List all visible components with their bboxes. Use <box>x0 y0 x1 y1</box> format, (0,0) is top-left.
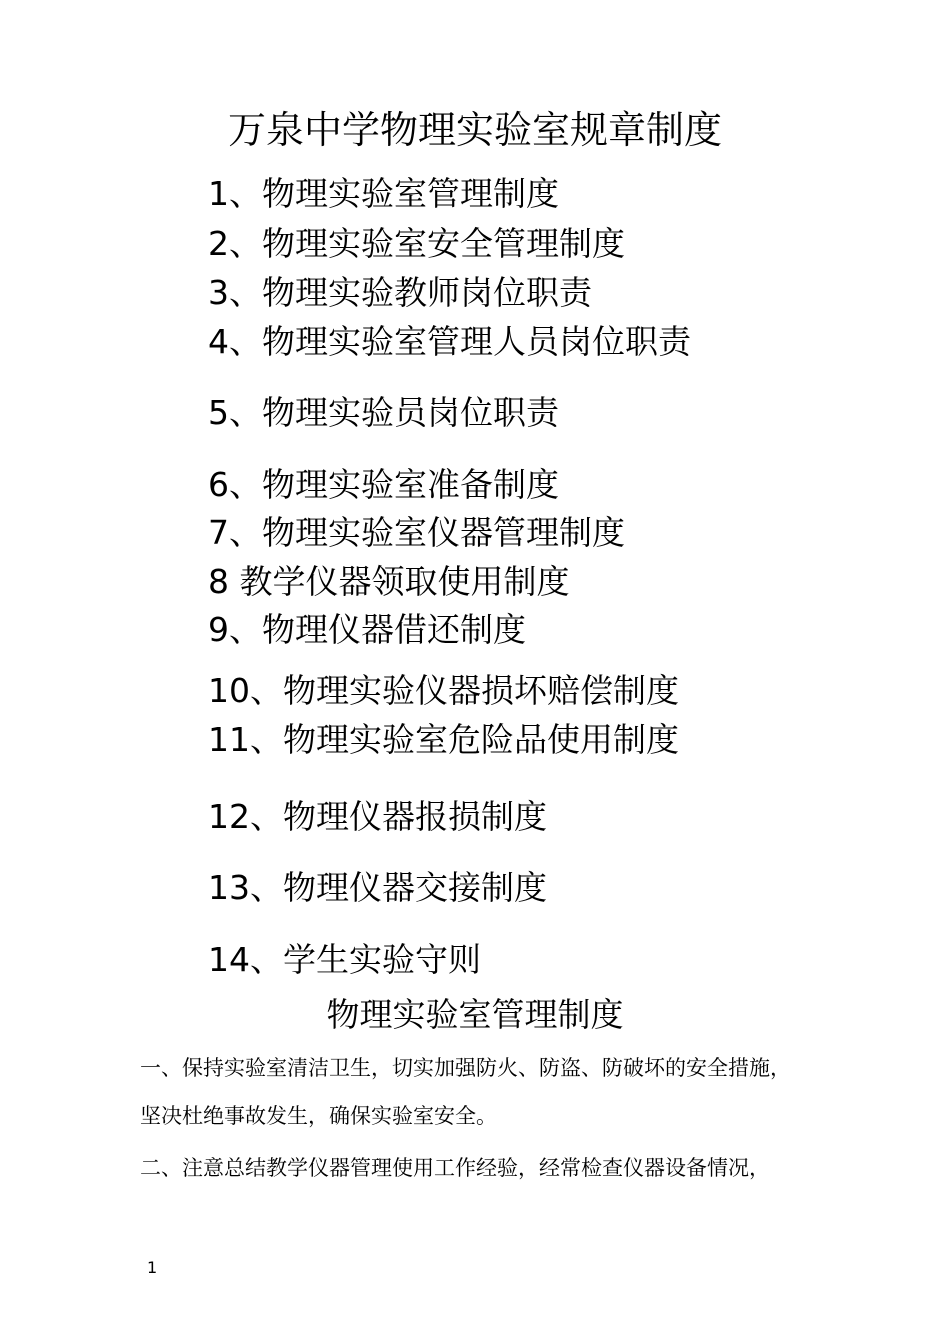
toc-item-3: 3、物理实验教师岗位职责 <box>208 273 592 312</box>
toc-item-7: 7、物理实验室仪器管理制度 <box>208 513 625 552</box>
toc-item-10: 10、物理实验仪器损坏赔偿制度 <box>208 671 679 710</box>
toc-item-5: 5、物理实验员岗位职责 <box>208 393 559 432</box>
toc-item-4: 4、物理实验室管理人员岗位职责 <box>208 322 691 361</box>
document-title: 万泉中学物理实验室规章制度 <box>227 108 722 152</box>
toc-item-6: 6、物理实验室准备制度 <box>208 465 559 504</box>
toc-item-1: 1、物理实验室管理制度 <box>208 174 559 213</box>
paragraph-line-2: 坚决杜绝事故发生，确保实验室安全。 <box>140 1104 497 1128</box>
toc-item-2: 2、物理实验室安全管理制度 <box>208 224 625 263</box>
page-number: 1 <box>147 1258 158 1277</box>
toc-item-9: 9、物理仪器借还制度 <box>208 610 526 649</box>
section-title: 物理实验室管理制度 <box>326 995 624 1034</box>
paragraph-line-3: 二、注意总结教学仪器管理使用工作经验，经常检查仪器设备情况， <box>140 1156 770 1180</box>
toc-item-11: 11、物理实验室危险品使用制度 <box>208 720 679 759</box>
toc-item-8: 8 教学仪器领取使用制度 <box>208 562 570 601</box>
toc-item-12: 12、物理仪器报损制度 <box>208 797 547 836</box>
toc-item-13: 13、物理仪器交接制度 <box>208 868 547 907</box>
toc-item-14: 14、学生实验守则 <box>208 940 481 979</box>
paragraph-line-1: 一、保持实验室清洁卫生，切实加强防火、防盗、防破坏的安全措施， <box>140 1056 791 1080</box>
